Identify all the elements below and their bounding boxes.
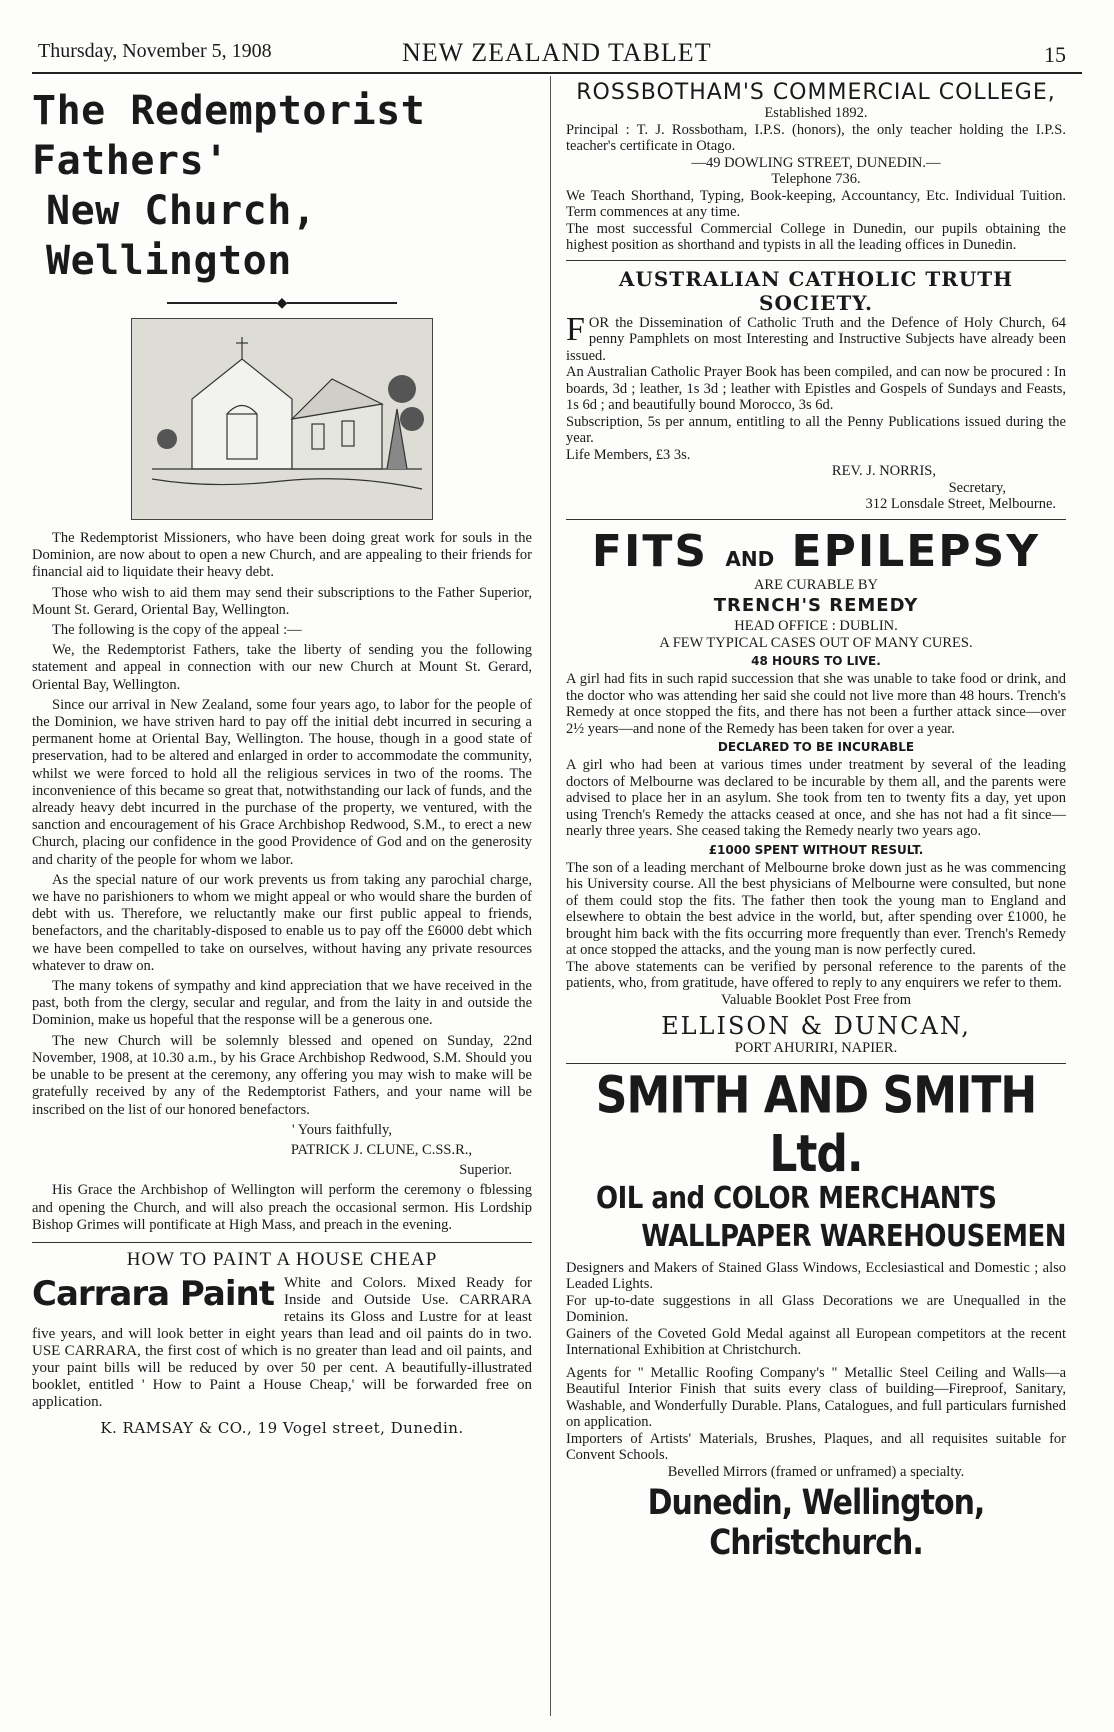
church-illustration bbox=[131, 318, 433, 520]
ross-teach: We Teach Shorthand, Typing, Book-keeping, Accountancy, Etc. Individual Tuition. Term commences at any time. bbox=[566, 187, 1066, 220]
ross-telephone: Telephone 736. bbox=[771, 171, 861, 187]
smith-sub2: WALLPAPER WAREHOUSEMEN bbox=[641, 1219, 1066, 1254]
paragraph: The many tokens of sympathy and kind appreciation that we have received in the past, both from the clergy, secular and regular, and from the laity in and outside the Dominion, make us hopeful that the response will be a generous one. bbox=[32, 978, 532, 1029]
divider bbox=[566, 519, 1066, 520]
paragraph: As the special nature of our work prevents us from taking any parochial charge, we have no parishioners to whom we might appeal or who would share the burden of debt with us. Therefore, we reluctantly make our first public appeal to friends, benefactors, and the charitably-disposed to enable us to pay off the £6000 debt which we have been compelled to take on ourselves, without having any private resources whatever to draw on. bbox=[32, 871, 532, 974]
fits-headline bbox=[566, 526, 1066, 577]
acts-title: AUSTRALIAN CATHOLIC TRUTH SOCIETY. bbox=[618, 266, 1014, 315]
fits-p1: A girl had fits in such rapid succession that she was unable to take food or drink, and the doctor who was attending her said she could not live more than 48 hours. Trench's Remedy at once stopped the fits, and there has not been a further attack since—over 2½ years—and none of the Remedy has been taken for over a year. bbox=[566, 671, 1066, 737]
page-number: 15 bbox=[1044, 42, 1066, 67]
smith-sub1: OIL and COLOR MERCHANTS bbox=[596, 1181, 997, 1216]
acts-p1: OR the Dissemination of Catholic Truth and the Defence of Holy Church, 64 penny Pamphlets on most Interesting and Instructive Subjects have already been issued. bbox=[566, 314, 1066, 364]
few-cases: A FEW TYPICAL CASES OUT OF MANY CURES. bbox=[659, 634, 973, 651]
paragraph: The new Church will be solemnly blessed and opened on Sunday, 22nd November, 1908, at 10.30 a.m., by his Grace Archbishop Redwood, S.M. Should you be unable to be present at the ceremony, any offering you may wish to make will be gratefully received by any of the Redemptorist Fathers, and your name will be inscribed on the list of our honored benefactors. bbox=[32, 1032, 532, 1118]
ross-most: The most successful Commercial College in Dunedin, our pupils obtaining the highest position as shorthand and typists in all the leading offices in Dunedin. bbox=[566, 220, 1066, 253]
ad-title: HOW TO PAINT A HOUSE CHEAP bbox=[126, 1248, 438, 1270]
carrara-footer: K. RAMSAY & CO., 19 Vogel street, Dunedin. bbox=[100, 1418, 464, 1437]
paragraph: We, the Redemptorist Fathers, take the liberty of sending you the following statement and appeal in connection with our new Church at Mount St. Gerard, Oriental Bay, Wellington. bbox=[32, 642, 532, 693]
smith-p4: Agents for " Metallic Roofing Company's " Metallic Steel Ceiling and Walls—a Beautiful Interior Finish that suits every class of building—Fireproof, Sanitary, Washable, and Wonderfully Durable. Plans, Catalogues, and full particulars furnished on application. bbox=[566, 1364, 1066, 1430]
paragraph: Those who wish to aid them may send their subscriptions to the Father Superior, Mount St. Gerard, Oriental Bay, Wellington. bbox=[32, 584, 532, 618]
carrara-brand: Carrara Paint bbox=[32, 1273, 274, 1314]
headline-line-1: The Redemptorist Fathers' bbox=[32, 88, 426, 184]
acts-p3: Subscription, 5s per annum, entitling to all the Penny Publications issued during the year. bbox=[566, 413, 1066, 446]
subhead: £1000 SPENT WITHOUT RESULT. bbox=[708, 842, 924, 857]
headline-line-2: New Church, Wellington bbox=[46, 188, 317, 284]
acts-sig1: REV. J. NORRIS, bbox=[831, 463, 936, 479]
paragraph: The following is the copy of the appeal :— bbox=[52, 622, 302, 639]
signature-title: Superior. bbox=[459, 1162, 512, 1179]
paragraph: The Redemptorist Missioners, who have been doing great work for souls in the Dominion, are now about to open a new Church, and are appealing to their friends for financial aid to liquidate their heavy debt. bbox=[32, 530, 532, 581]
ross-principal: Principal : T. J. Rossbotham, I.P.S. (honors), the only teacher holding the I.P.S. teacher's certificate in Otago. bbox=[566, 121, 1066, 154]
fits-p4: The above statements can be verified by personal reference to the parents of the patients, who, from gratitude, have offered to reply to any enquirers we refer to them. bbox=[566, 958, 1066, 991]
smith-p2: For up-to-date suggestions in all Glass Decorations we are Unequalled in the Dominion. bbox=[566, 1292, 1066, 1325]
newspaper-title: NEW ZEALAND TABLET bbox=[402, 38, 712, 67]
trench-remedy: TRENCH'S REMEDY bbox=[713, 595, 919, 616]
article-body bbox=[32, 530, 532, 1234]
acts-sig3: 312 Lonsdale Street, Melbourne. bbox=[865, 496, 1056, 512]
acts-sig2: Secretary, bbox=[948, 479, 1006, 496]
right-column bbox=[566, 80, 1066, 1720]
smith-p3: Gainers of the Coveted Gold Medal against all European competitors at the recent International Exhibition at Christchurch. bbox=[566, 1325, 1066, 1358]
port-ahuriri: PORT AHURIRI, NAPIER. bbox=[734, 1040, 898, 1056]
left-column bbox=[32, 86, 532, 1706]
subhead: DECLARED TO BE INCURABLE bbox=[717, 740, 915, 754]
ornament-rule: ◆ bbox=[32, 296, 532, 310]
smith-p1: Designers and Makers of Stained Glass Windows, Ecclesiastical and Domestic ; also Leaded Lights. bbox=[566, 1259, 1066, 1292]
smith-p5: Importers of Artists' Materials, Brushes, Plaques, and all requisites suitable for Convent Schools. bbox=[566, 1430, 1066, 1463]
closing: ' Yours faithfully, bbox=[292, 1121, 392, 1138]
ross-address: —49 DOWLING STREET, DUNEDIN.— bbox=[691, 154, 941, 171]
paragraph: Since our arrival in New Zealand, some four years ago, to labor for the people of the Dominion, we have striven hard to pay off the initial debt incurred in securing a permanent home at Oriental Bay, Wellington. The house, though in a good state of preservation, had to be altered and enlarged in order to accommodate the community, whilst we were forced to hold all the religious services in two of the rooms. The inconvenience of this became so great that, notwithstanding our lack of funds, and the already heavy debt incurred in the purchase of the property, we ventured, with the sanction and encouragement of his Grace Archbishop Redwood, S.M., to erect a new Church, placing our confidence in the good Providence of God and on the generosity and charity of the people for whom we labor. bbox=[32, 696, 532, 868]
fits-curable: ARE CURABLE BY bbox=[753, 576, 879, 593]
acts-p4: Life Members, £3 3s. bbox=[566, 446, 691, 463]
drop-cap: F bbox=[566, 310, 585, 348]
column-divider bbox=[550, 76, 551, 1716]
smith-title: SMITH AND SMITH Ltd. bbox=[595, 1065, 1037, 1184]
divider bbox=[566, 1063, 1066, 1064]
fits-p2: A girl who had been at various times under treatment by several of the leading doctors of Melbourne was declared to be incurable by them all, and the parents were advised to place her in an asylum. She took from ten to twenty fits a day, yet upon using Trench's Remedy the attacks ceased at once, and she has not had a fit since—nearly three years. She ceased taking the Remedy nearly two years ago. bbox=[566, 757, 1066, 839]
smith-p6: Bevelled Mirrors (framed or unframed) a specialty. bbox=[667, 1463, 965, 1480]
page-header bbox=[32, 32, 1082, 74]
ellison-duncan: ELLISON & DUNCAN, bbox=[661, 1012, 971, 1040]
divider bbox=[566, 260, 1066, 261]
carrara-ad bbox=[32, 1242, 532, 1437]
epilepsy-word: EPILEPSY bbox=[791, 525, 1041, 577]
fits-p3: The son of a leading merchant of Melbourne broke down just as he was commencing his University course. All the best physicians of Melbourne were consulted, but none of them could stop the fits. The father then took the young man to England and elsewhere to obtain the best advice in the world, but, after spending over £1000, he brought him back with the fits occurring more frequently than ever. Trench's Remedy at once stopped the attacks, and the young man is now perfectly cured. bbox=[566, 859, 1066, 958]
head-office: HEAD OFFICE : DUBLIN. bbox=[734, 618, 898, 634]
subhead: 48 HOURS TO LIVE. bbox=[751, 654, 881, 668]
ross-title: ROSSBOTHAM'S COMMERCIAL COLLEGE, bbox=[576, 80, 1056, 105]
booklet-line: Valuable Booklet Post Free from bbox=[720, 991, 912, 1008]
ross-established: Established 1892. bbox=[764, 105, 868, 121]
final-paragraph: His Grace the Archbishop of Wellington will perform the ceremony o fblessing and opening the Church, and will also preach the occasional sermon. His Lordship Bishop Grimes will pontificate at High Mass, and preach in the evening. bbox=[32, 1182, 532, 1233]
acts-p2: An Australian Catholic Prayer Book has been compiled, and can now be procured : In boards, 3d ; leather, 1s 3d ; leather with Epistles and Gospels of Sundays and Feasts, 1s 6d ; and beautifully bound Morocco, 3s 6d. bbox=[566, 364, 1066, 413]
signature: PATRICK J. CLUNE, C.SS.R., bbox=[290, 1141, 472, 1158]
cities-line: Dunedin, Wellington, Christchurch. bbox=[647, 1482, 985, 1564]
and-word: AND bbox=[725, 546, 775, 571]
issue-date: Thursday, November 5, 1908 bbox=[38, 40, 272, 62]
carrara-text: White and Colors. Mixed Ready for Inside and Outside Use. CARRARA retains its Gloss and Lustre for at least five years, and will look better in eight years than lead and oil paints do in two. USE CARRARA, the first cost of which is no greater than lead and oil paints, and your paint bills will be reduced by over 50 per cent. A beautifully-illustrated booklet, entitled ' How to Paint a House Cheap,' will be forwarded free on application. bbox=[32, 1274, 532, 1410]
fits-word: FITS bbox=[591, 525, 709, 577]
